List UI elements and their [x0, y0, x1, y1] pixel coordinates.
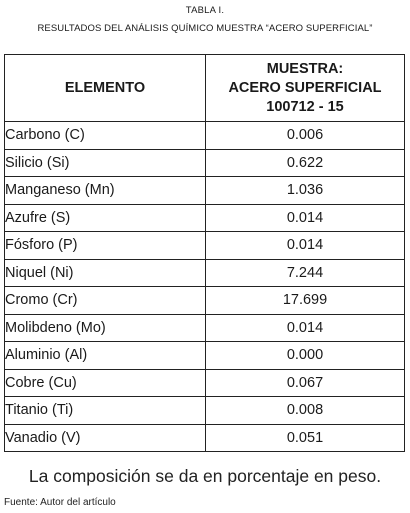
table-row	[5, 314, 405, 342]
cell-value: 0.014	[206, 232, 405, 260]
cell-element: Cobre (Cu)	[5, 369, 206, 397]
table-row	[5, 369, 405, 397]
table-row	[5, 259, 405, 287]
cell-element: Titanio (Ti)	[5, 397, 206, 425]
cell-value: 7.244	[206, 259, 405, 287]
chemical-analysis-table	[4, 54, 405, 452]
header-sample-line1: MUESTRA:	[266, 60, 344, 77]
table-row	[5, 177, 405, 205]
cell-value: 0.008	[206, 397, 405, 425]
table-row	[5, 204, 405, 232]
cell-element: Carbono (C)	[5, 122, 206, 150]
cell-element: Azufre (S)	[5, 204, 206, 232]
cell-value: 0.014	[206, 204, 405, 232]
table-row	[5, 287, 405, 315]
header-sample	[206, 55, 405, 122]
header-element: ELEMENTO	[5, 55, 206, 122]
table-header-row	[5, 55, 405, 122]
table-row	[5, 424, 405, 452]
table-row	[5, 342, 405, 370]
cell-value: 1.036	[206, 177, 405, 205]
cell-element: Cromo (Cr)	[5, 287, 206, 315]
cell-value: 17.699	[206, 287, 405, 315]
cell-element: Aluminio (Al)	[5, 342, 206, 370]
header-sample-line3: 100712 - 15	[266, 98, 344, 115]
source-credit: Fuente: Autor del artículo	[4, 497, 116, 508]
cell-element: Silicio (Si)	[5, 149, 206, 177]
table-row	[5, 149, 405, 177]
composition-note: La composición se da en porcentaje en peso.	[28, 466, 382, 486]
table-row	[5, 397, 405, 425]
table-row	[5, 122, 405, 150]
cell-element: Molibdeno (Mo)	[5, 314, 206, 342]
table-title: RESULTADOS DEL ANÁLISIS QUÍMICO MUESTRA “ACERO SUPERFICIAL”	[37, 23, 373, 34]
cell-element: Fósforo (P)	[5, 232, 206, 260]
cell-value: 0.000	[206, 342, 405, 370]
cell-value: 0.622	[206, 149, 405, 177]
cell-value: 0.051	[206, 424, 405, 452]
cell-value: 0.014	[206, 314, 405, 342]
cell-element: Vanadio (V)	[5, 424, 206, 452]
table-number: TABLA I.	[185, 5, 225, 16]
cell-element: Manganeso (Mn)	[5, 177, 206, 205]
table-row	[5, 232, 405, 260]
cell-value: 0.006	[206, 122, 405, 150]
header-sample-line2: ACERO SUPERFICIAL	[228, 79, 382, 96]
cell-element: Niquel (Ni)	[5, 259, 206, 287]
cell-value: 0.067	[206, 369, 405, 397]
